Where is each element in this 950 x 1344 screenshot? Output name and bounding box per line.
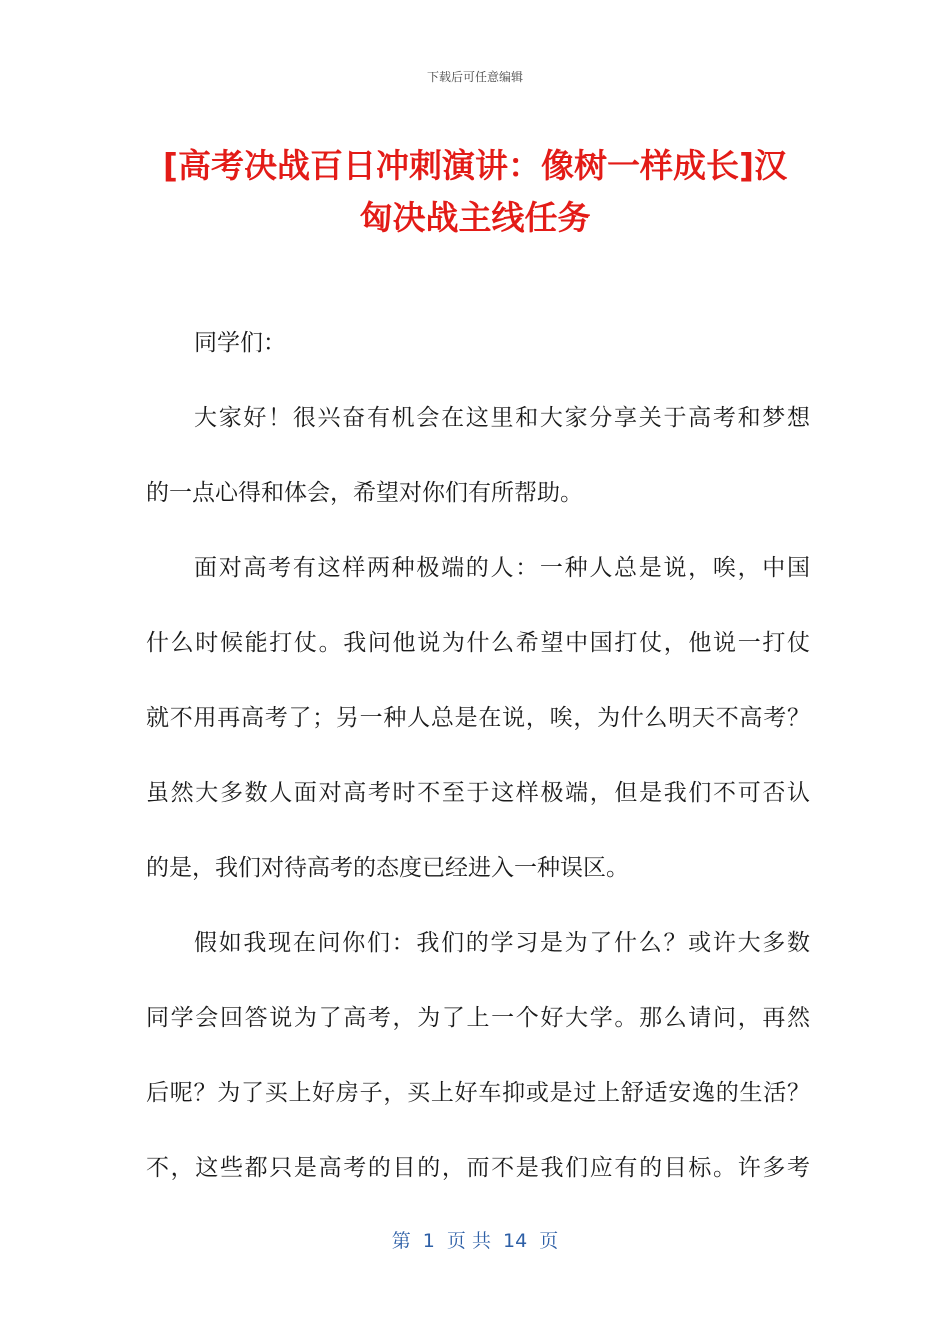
document-title	[140, 140, 810, 244]
body-line: 虽然大多数人面对高考时不至于这样极端，但是我们不可否认	[146, 780, 810, 806]
salutation-line: 同学们：	[194, 330, 286, 356]
document-body	[146, 306, 810, 1206]
body-line: 面对高考有这样两种极端的人：一种人总是说，唉，中国	[194, 555, 810, 581]
body-line: 同学会回答说为了高考，为了上一个好大学。那么请问，再然	[146, 1005, 810, 1031]
body-line: 假如我现在问你们：我们的学习是为了什么？或许大多数	[194, 930, 810, 956]
title-line-2: 匈决战主线任务	[359, 198, 591, 237]
page-footer	[0, 1226, 950, 1253]
body-line: 的一点心得和体会，希望对你们有所帮助。	[146, 480, 583, 506]
body-line: 大家好！很兴奋有机会在这里和大家分享关于高考和梦想	[194, 405, 810, 431]
header-note: 下载后可任意编辑	[426, 70, 523, 84]
body-line: 什么时候能打仗。我问他说为什么希望中国打仗，他说一打仗	[146, 630, 810, 656]
body-line: 的是，我们对待高考的态度已经进入一种误区。	[146, 855, 629, 881]
body-line: 就不用再高考了；另一种人总是在说，唉，为什么明天不高考？	[146, 705, 810, 731]
title-line-1: [高考决战百日冲刺演讲：像树一样成长]汉	[162, 146, 788, 185]
body-line: 不，这些都只是高考的目的，而不是我们应有的目标。许多考	[146, 1155, 810, 1181]
page-number-label: 第 1 页 共 14 页	[391, 1230, 559, 1252]
body-line: 后呢？为了买上好房子，买上好车抑或是过上舒适安逸的生活？	[146, 1080, 810, 1106]
